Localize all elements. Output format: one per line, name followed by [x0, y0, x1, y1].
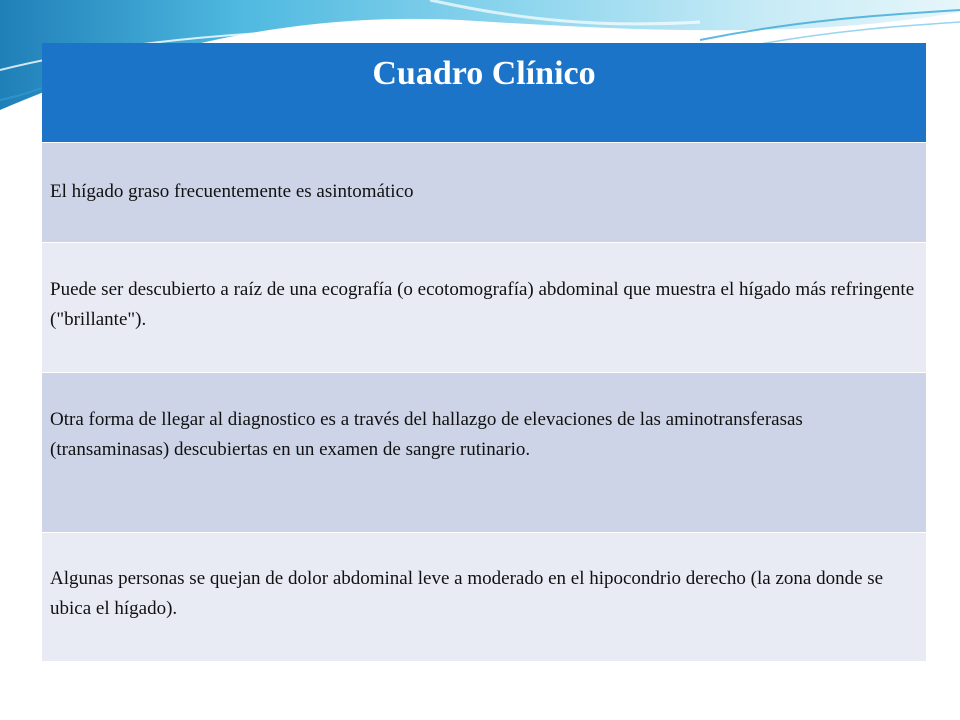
table-row: [42, 532, 926, 661]
table-row: [42, 242, 926, 372]
table-header-row: [42, 43, 926, 142]
clinical-table: [42, 43, 926, 661]
content-table-wrapper: [42, 43, 926, 661]
table-row: [42, 372, 926, 532]
row-text-pain: Algunas personas se quejan de dolor abdominal leve a moderado en el hipocondrio derecho (la zona donde se ubica el hígado).: [42, 532, 926, 661]
row-text-ultrasound: Puede ser descubierto a raíz de una ecografía (o ecotomografía) abdominal que muestra el hígado más refringente ("brillante").: [42, 242, 926, 372]
row-text-asymptomatic: El hígado graso frecuentemente es asintomático: [42, 142, 926, 242]
row-text-blood-test: Otra forma de llegar al diagnostico es a través del hallazgo de elevaciones de las aminotransferasas (transaminasas) descubiertas en un examen de sangre rutinario.: [42, 372, 926, 532]
slide-title: Cuadro Clínico: [42, 43, 926, 142]
table-row: [42, 142, 926, 242]
